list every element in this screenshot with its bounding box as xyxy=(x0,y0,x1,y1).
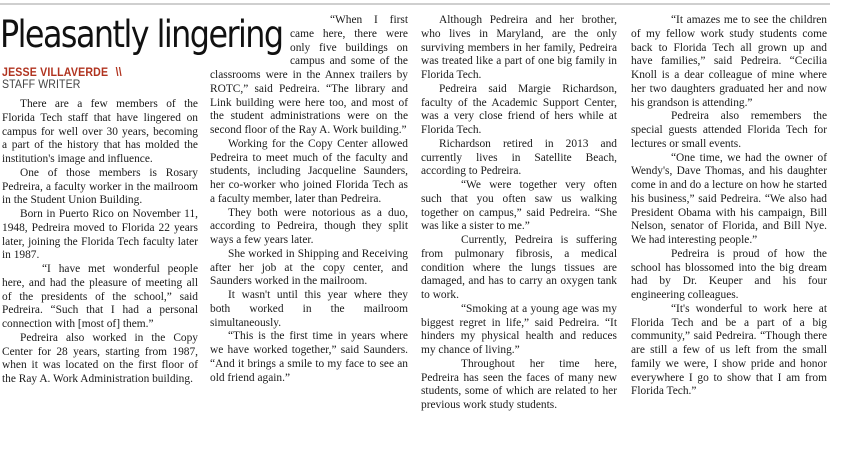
byline-separator: \\ xyxy=(115,67,122,79)
paragraph: Throughout her time here, Pedreira has seen the faces of many new students, some of which are related to her previous work study students. xyxy=(421,357,617,411)
paragraph: Pedreira said Margie Richardson, faculty of the Academic Support Center, was a very close friend of hers while at Florida Tech. xyxy=(421,82,617,136)
paragraph: “It's wonderful to work here at Florida Tech and be a part of a big community,” said Pedreira. “Though there are still a few of us left from the small family we were, I show pride and honor everywhere I go to show that I am from Florida Tech.” xyxy=(631,302,827,398)
paragraph: “Smoking at a young age was my biggest regret in life,” said Pedreira. “It hinders my physical health and reduces my chance of living.” xyxy=(421,302,617,356)
paragraph: Currently, Pedreira is suffering from pulmonary fibrosis, a medical condition where the lungs tissues are damaged, and has to carry an oxygen tank to work. xyxy=(421,234,617,301)
paragraph: She worked in Shipping and Receiving after her job at the copy center, and Saunders worked in the mailroom. xyxy=(210,247,408,288)
paragraph: Pedreira also remembers the special guests attended Florida Tech for lectures or small events. xyxy=(631,110,827,150)
paragraph: “It amazes me to see the children of my fellow work study students come back to Florida Tech all grown up and have families,” said Pedreira. “Cecilia Knoll is a dear colleague of mine where her two daughters graduated her and now his grandson is attending.” xyxy=(631,14,827,109)
article-column-3 xyxy=(421,14,617,413)
byline-role: STAFF WRITER xyxy=(2,79,81,91)
paragraph: Pedreira is proud of how the school has blossomed into the big dream had by Dr. Keuper and his four engineering colleagues. xyxy=(631,247,827,301)
paragraph: Richardson retired in 2013 and currently lives in Satellite Beach, according to Pedreira. xyxy=(421,137,617,178)
paragraph: One of those members is Rosary Pedreira, a faculty worker in the mailroom in the Student Union Building. xyxy=(2,166,198,207)
headline: Pleasantly lingering xyxy=(0,13,283,56)
paragraph: Born in Puerto Rico on November 11, 1948, Pedreira moved to Florida 22 years later, joining the Florida Tech faculty later in 1987. xyxy=(2,208,198,262)
top-rule xyxy=(0,3,830,5)
paragraph: “When I first came here, there were only five buildings on campus and some of the classrooms were in the Annex trailers by ROTC,” said Pedreira. “The library and Link building were here too, and most of the student administrations were on the second floor of the Ray A. Work building.” xyxy=(210,14,408,136)
paragraph: Although Pedreira and her brother, who lives in Maryland, are the only surviving members in her family, Pedreira was treated like a part of one big family in Florida Tech. xyxy=(421,14,617,81)
article-column-4 xyxy=(631,14,827,399)
paragraph: Pedreira also worked in the Copy Center for 28 years, starting from 1987, when it was located on the first floor of the Ray A. Work Administration building. xyxy=(2,331,198,385)
article-column-2 xyxy=(210,14,408,385)
byline-author: JESSE VILLAVERDE xyxy=(2,67,109,79)
paragraph: Working for the Copy Center allowed Pedreira to meet much of the faculty and students, including Jacqueline Saunders, her co-worker who joined Florida Tech as a faculty member, later than Pedreira. xyxy=(210,137,408,205)
paragraph: “This is the first time in years where we have worked together,” said Saunders. “And it brings a smile to my face to see an old friend again.” xyxy=(210,330,408,384)
paragraph: There are a few members of the Florida Tech staff that have lingered on campus for well over 30 years, becoming a part of the history that has molded the institution's image and influence. xyxy=(2,98,198,165)
paragraph: It wasn't until this year where they both worked in the mailroom simultaneously. xyxy=(210,289,408,329)
article-column-1 xyxy=(2,98,198,387)
paragraph: They both were notorious as a duo, according to Pedreira, though they split ways a few years later. xyxy=(210,206,408,246)
paragraph: “We were together very often such that you often saw us walking together on campus,” said Pedreira. “She was like a sister to me.” xyxy=(421,179,617,233)
byline xyxy=(2,67,122,79)
paragraph: “I have met wonderful people here, and had the pleasure of meeting all of the presidents of the school,” said Pedreira. “Such that I had a personal connection with [most of] them.” xyxy=(2,263,198,330)
headline-spacer xyxy=(210,14,290,68)
paragraph: “One time, we had the owner of Wendy's, Dave Thomas, and his daughter come in and do a lecture on how he started his business,” said Pedreira. “We also had President Obama with his campaign, Bill Nelson, senator of Florida, and Bill Nye. We had interesting people.” xyxy=(631,151,827,246)
